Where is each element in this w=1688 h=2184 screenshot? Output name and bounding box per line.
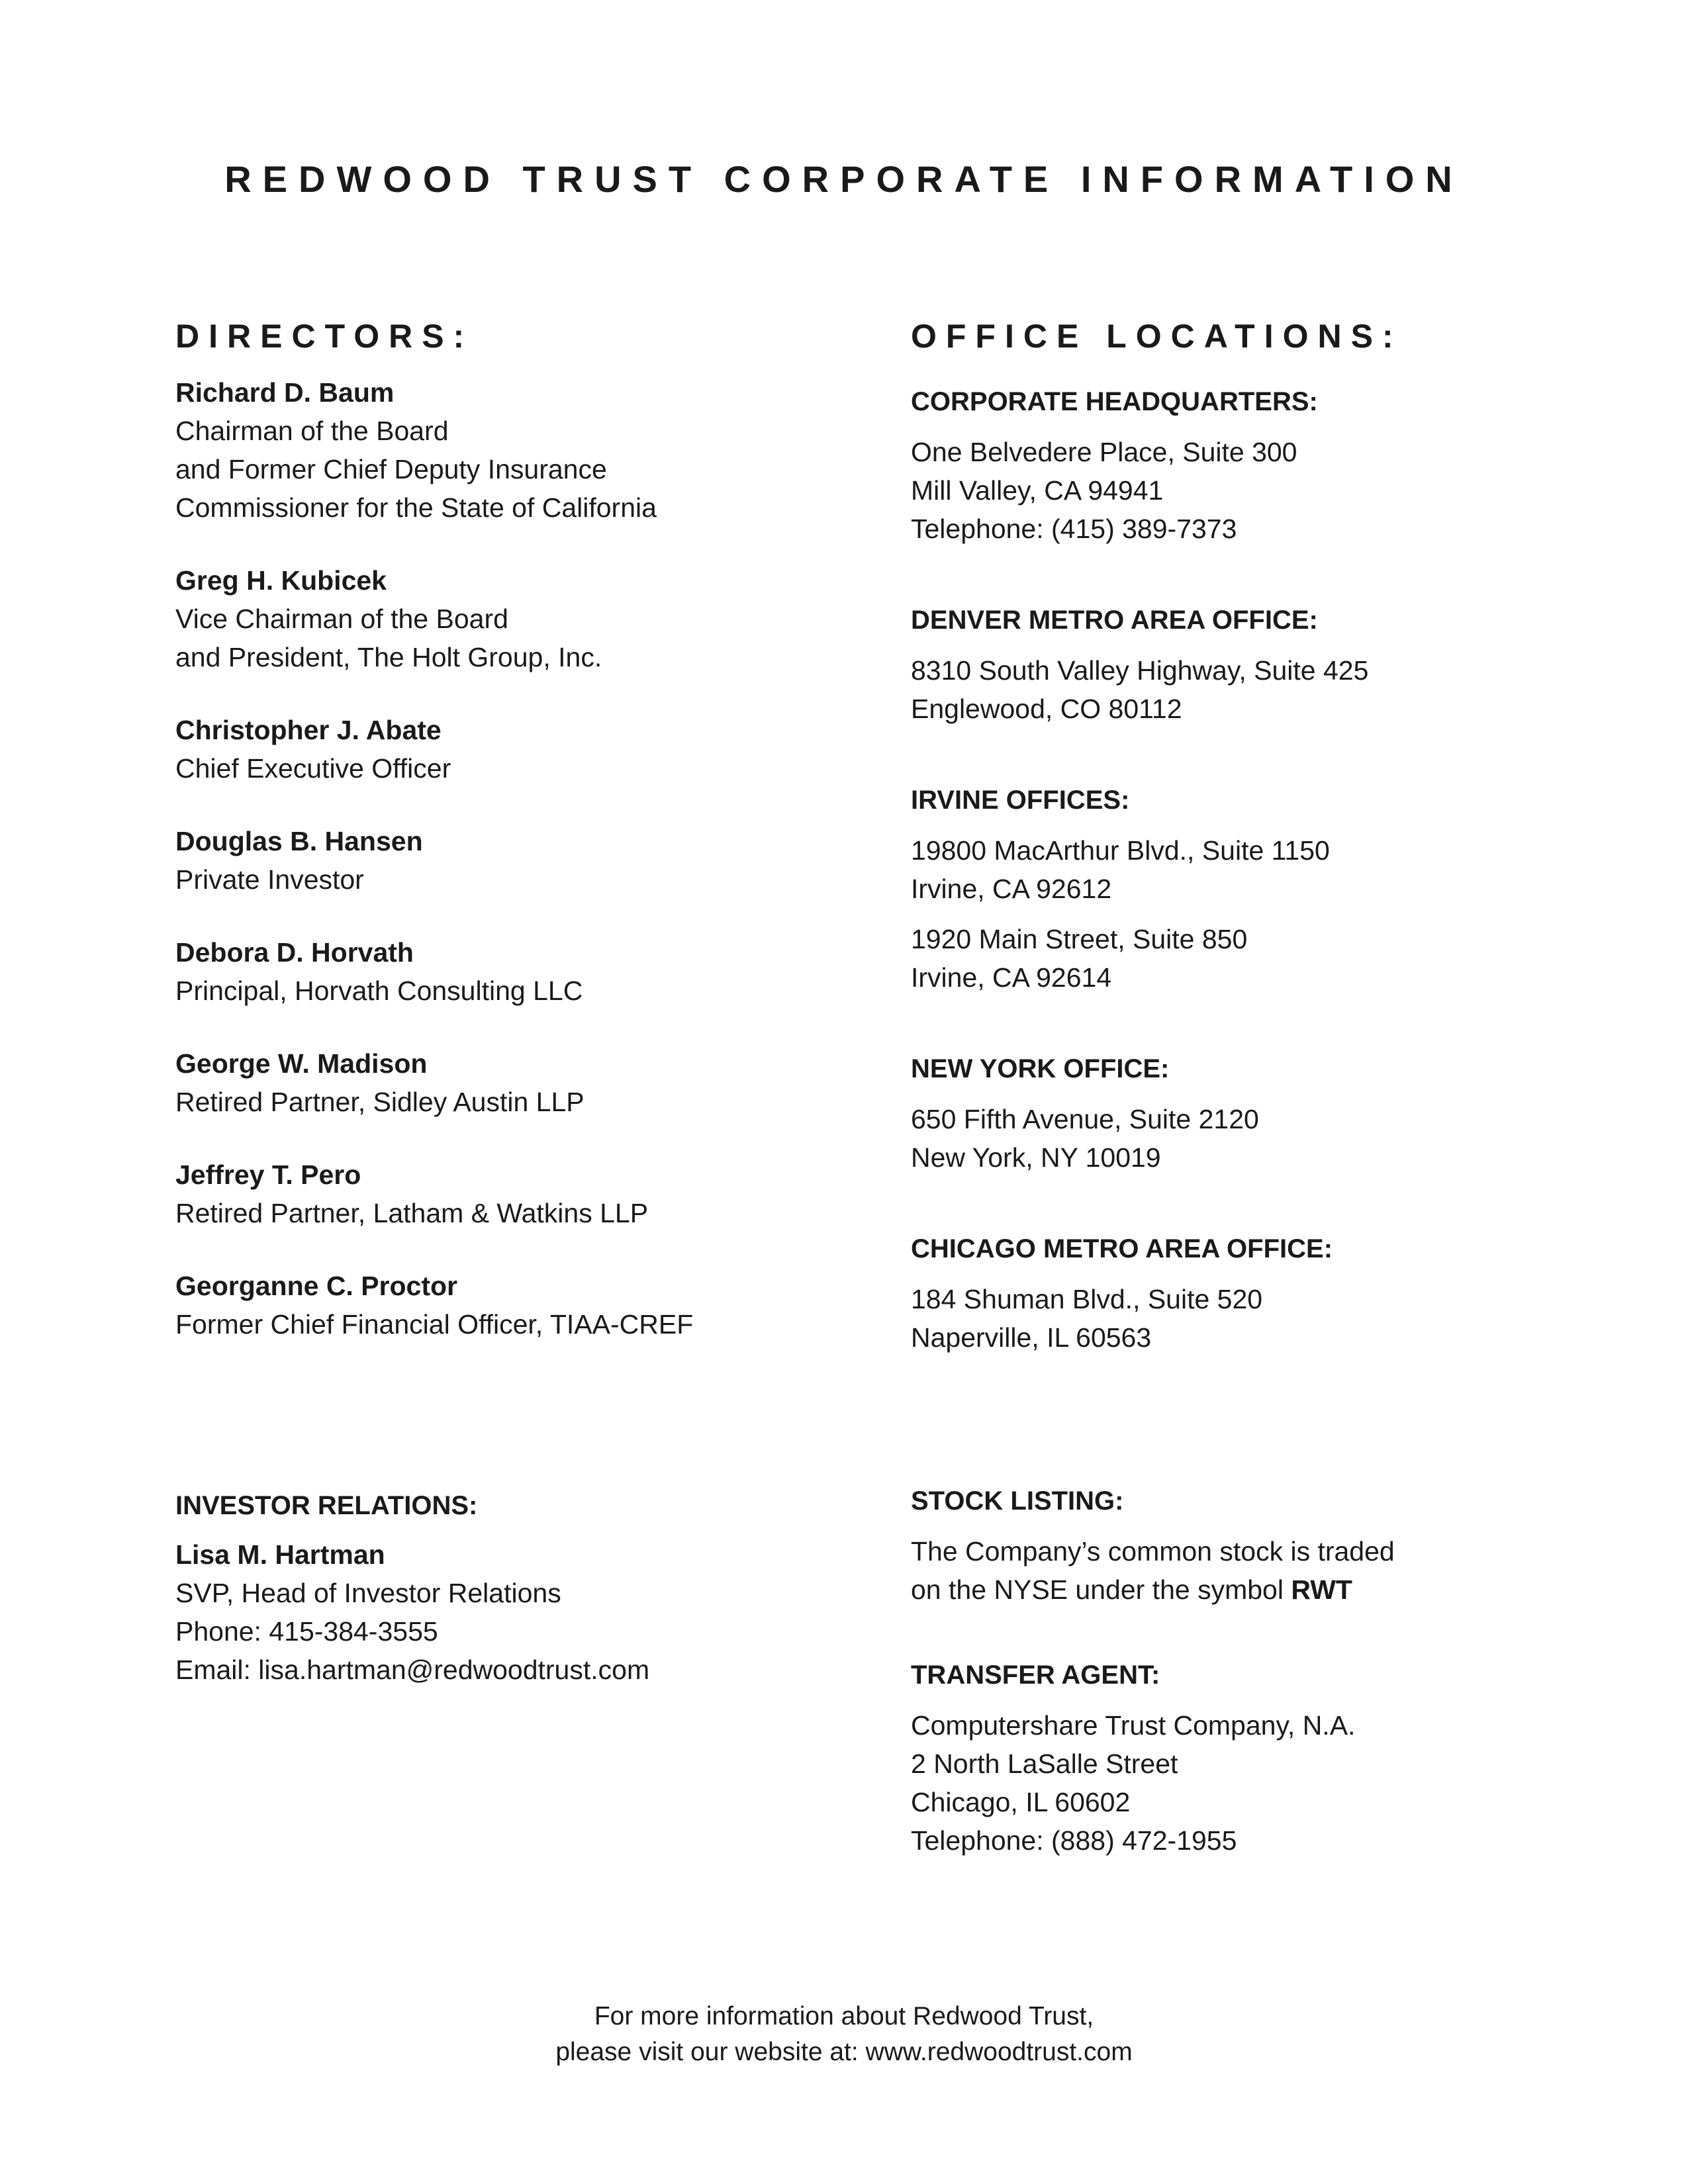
transfer-agent-line: 2 North LaSalle Street	[911, 1749, 1178, 1779]
director-entry	[175, 822, 870, 899]
stock-listing-text: The Company’s common stock is traded	[911, 1536, 1395, 1567]
transfer-agent-label: TRANSFER AGENT:	[911, 1661, 1160, 1690]
director-name: Debora D. Horvath	[175, 937, 414, 968]
ir-contact-title: SVP, Head of Investor Relations	[175, 1578, 561, 1608]
director-entry	[175, 561, 870, 676]
directors-section	[175, 316, 870, 1378]
investor-relations-label: INVESTOR RELATIONS:	[175, 1491, 478, 1520]
director-name: George W. Madison	[175, 1048, 428, 1079]
director-name: Christopher J. Abate	[175, 715, 442, 745]
office-address-line: Englewood, CO 80112	[911, 694, 1182, 724]
director-role: Retired Partner, Sidley Austin LLP	[175, 1087, 585, 1117]
director-role: Vice Chairman of the Board	[175, 604, 508, 634]
footer	[0, 1999, 1688, 2070]
office-address-line: One Belvedere Place, Suite 300	[911, 437, 1297, 467]
director-entry	[175, 1156, 870, 1232]
office-chicago	[911, 1232, 1573, 1357]
office-address-line: 1920 Main Street, Suite 850	[911, 924, 1248, 954]
office-chicago-label: CHICAGO METRO AREA OFFICE:	[911, 1234, 1333, 1263]
director-entry	[175, 933, 870, 1010]
director-role: Chief Executive Officer	[175, 753, 451, 784]
office-address-line: Irvine, CA 92612	[911, 874, 1112, 904]
director-role: Chairman of the Board	[175, 416, 449, 446]
stock-listing-section	[911, 1484, 1573, 1609]
director-role: and Former Chief Deputy Insurance	[175, 454, 607, 484]
footer-line: For more information about Redwood Trust,	[594, 2002, 1094, 2030]
stock-listing-text	[911, 1570, 1573, 1609]
director-role: Principal, Horvath Consulting LLC	[175, 976, 583, 1006]
director-role: Retired Partner, Latham & Watkins LLP	[175, 1198, 649, 1228]
director-name: Greg H. Kubicek	[175, 565, 387, 596]
office-address-line: New York, NY 10019	[911, 1142, 1161, 1173]
director-name: Douglas B. Hansen	[175, 826, 423, 856]
stock-listing-label: STOCK LISTING:	[911, 1486, 1124, 1516]
office-denver	[911, 604, 1573, 728]
director-entry	[175, 711, 870, 788]
ir-phone: Phone: 415-384-3555	[175, 1616, 438, 1647]
office-newyork	[911, 1052, 1573, 1177]
office-hq-label: CORPORATE HEADQUARTERS:	[911, 387, 1318, 416]
director-name: Jeffrey T. Pero	[175, 1160, 361, 1190]
transfer-agent-phone: Telephone: (888) 472-1955	[911, 1825, 1237, 1856]
office-denver-label: DENVER METRO AREA OFFICE:	[911, 606, 1318, 635]
director-name: Richard D. Baum	[175, 377, 395, 408]
office-locations-heading: OFFICE LOCATIONS:	[911, 318, 1403, 355]
office-address-line: 650 Fifth Avenue, Suite 2120	[911, 1104, 1259, 1134]
office-locations-section	[911, 316, 1573, 1357]
office-newyork-label: NEW YORK OFFICE:	[911, 1054, 1170, 1083]
director-role: Former Chief Financial Officer, TIAA-CREF	[175, 1309, 694, 1340]
office-irvine-label: IRVINE OFFICES:	[911, 786, 1130, 815]
office-address-line: 19800 MacArthur Blvd., Suite 1150	[911, 835, 1330, 866]
office-phone: Telephone: (415) 389-7373	[911, 514, 1237, 544]
office-address-line: Mill Valley, CA 94941	[911, 475, 1164, 506]
office-address-line: 8310 South Valley Highway, Suite 425	[911, 655, 1369, 686]
investor-relations-section	[175, 1489, 870, 1689]
transfer-agent-line: Chicago, IL 60602	[911, 1787, 1131, 1817]
office-address-line: Naperville, IL 60563	[911, 1322, 1152, 1353]
director-name: Georganne C. Proctor	[175, 1271, 458, 1301]
ir-email: Email: lisa.hartman@redwoodtrust.com	[175, 1655, 650, 1685]
director-role: and President, The Holt Group, Inc.	[175, 642, 602, 672]
director-role: Commissioner for the State of California	[175, 492, 657, 523]
transfer-agent-line: Computershare Trust Company, N.A.	[911, 1710, 1356, 1741]
transfer-agent-section	[911, 1659, 1573, 1860]
stock-listing-prefix: on the NYSE under the symbol	[911, 1574, 1291, 1605]
directors-heading: DIRECTORS:	[175, 318, 474, 355]
director-entry	[175, 373, 870, 527]
footer-website-line: please visit our website at: www.redwoodtrust.com	[555, 2038, 1133, 2066]
director-entry	[175, 1267, 870, 1343]
office-address-line: 184 Shuman Blvd., Suite 520	[911, 1284, 1263, 1314]
page-title: REDWOOD TRUST CORPORATE INFORMATION	[224, 158, 1464, 200]
office-hq	[911, 385, 1573, 548]
office-address-line: Irvine, CA 92614	[911, 962, 1112, 993]
director-entry	[175, 1044, 870, 1121]
office-irvine	[911, 784, 1573, 997]
ir-contact-name: Lisa M. Hartman	[175, 1539, 385, 1570]
director-role: Private Investor	[175, 864, 364, 895]
stock-symbol: RWT	[1291, 1574, 1352, 1605]
